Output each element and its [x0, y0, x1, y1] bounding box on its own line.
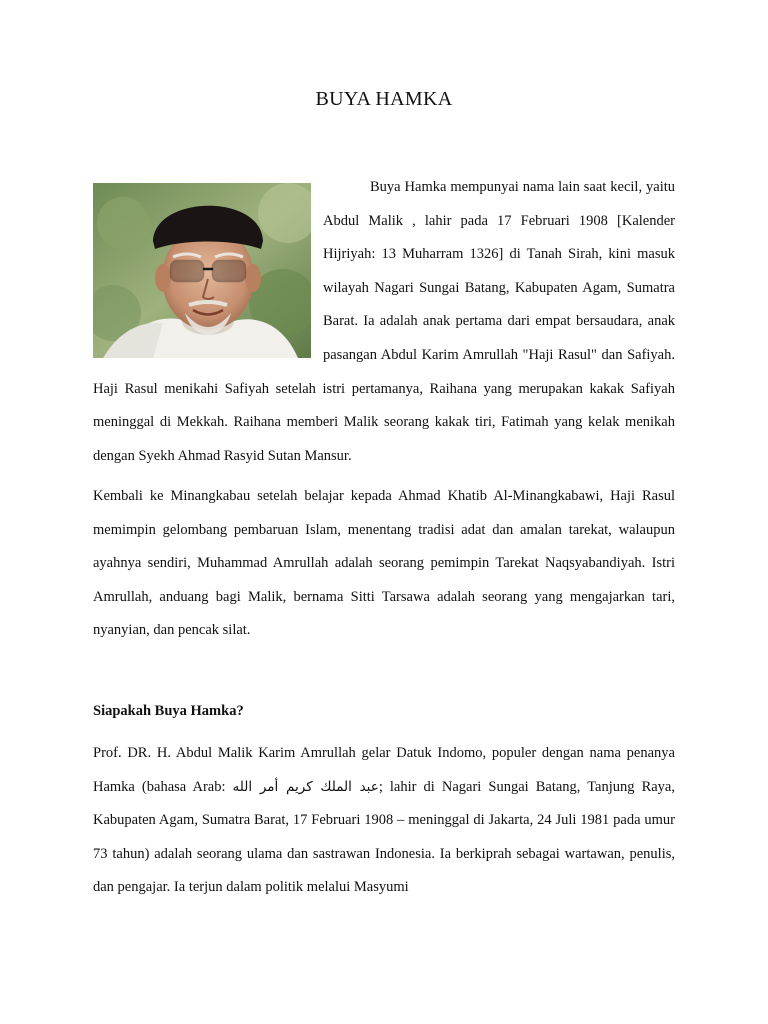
third-paragraph-text-start: Prof. DR. H. Abdul Malik Karim Amrullah gelar Datuk Indomo, populer dengan nama penanya Hamka (bahasa Arab:	[93, 745, 675, 795]
intro-paragraph	[93, 171, 675, 473]
third-paragraph	[93, 737, 675, 905]
document-title: BUYA HAMKA	[315, 88, 453, 110]
third-paragraph-text-end: ; lahir di Nagari Sungai Batang, Tanjung Raya, Kabupaten Agam, Sumatra Barat, 17 Februari 1908 – meninggal di Jakarta, 24 Juli 1981 pada umur 73 tahun) adalah seorang ulama dan sastrawan Indonesia. Ia berkiprah sebagai wartawan, penulis, dan pengajar. Ia terjun dalam politik melalui Masyumi	[93, 778, 675, 896]
intro-paragraph-text: Buya Hamka mempunyai nama lain saat kecil, yaitu Abdul Malik , lahir pada 17 Februari 1908 [Kalender Hijriyah: 13 Muharram 1326] di Tanah Sirah, kini masuk wilayah Nagari Sungai Batang, Kabupaten Agam, Sumatra Barat. Ia adalah anak pertama dari empat bersaudara, anak pasangan Abdul Karim Amrullah "Haji Rasul" dan Safiyah. Haji Rasul menikahi Safiyah setelah istri pertamanya, Raihana yang merupakan kakak Safiyah meninggal di Mekkah. Raihana memberi Malik seorang kakak tiri, Fatimah yang kelak menikah dengan Syekh Ahmad Rasyid Sutan Mansur.	[93, 179, 675, 464]
arabic-name-text: عبد الملك كريم أمر الله	[232, 778, 379, 795]
section-heading: Siapakah Buya Hamka?	[93, 703, 244, 719]
second-paragraph: Kembali ke Minangkabau setelah belajar kepada Ahmad Khatib Al-Minangkabawi, Haji Rasul memimpin gelombang pembaruan Islam, menentang tradisi adat dan amalan tarekat, walaupun ayahnya sendiri, Muhammad Amrullah adalah seorang pemimpin Tarekat Naqsyabandiyah. Istri Amrullah, anduang bagi Malik, bernama Sitti Tarsawa adalah seorang yang mengajarkan tari, nyanyian, dan pencak silat.	[93, 488, 675, 639]
photo-float-spacer	[93, 171, 323, 372]
